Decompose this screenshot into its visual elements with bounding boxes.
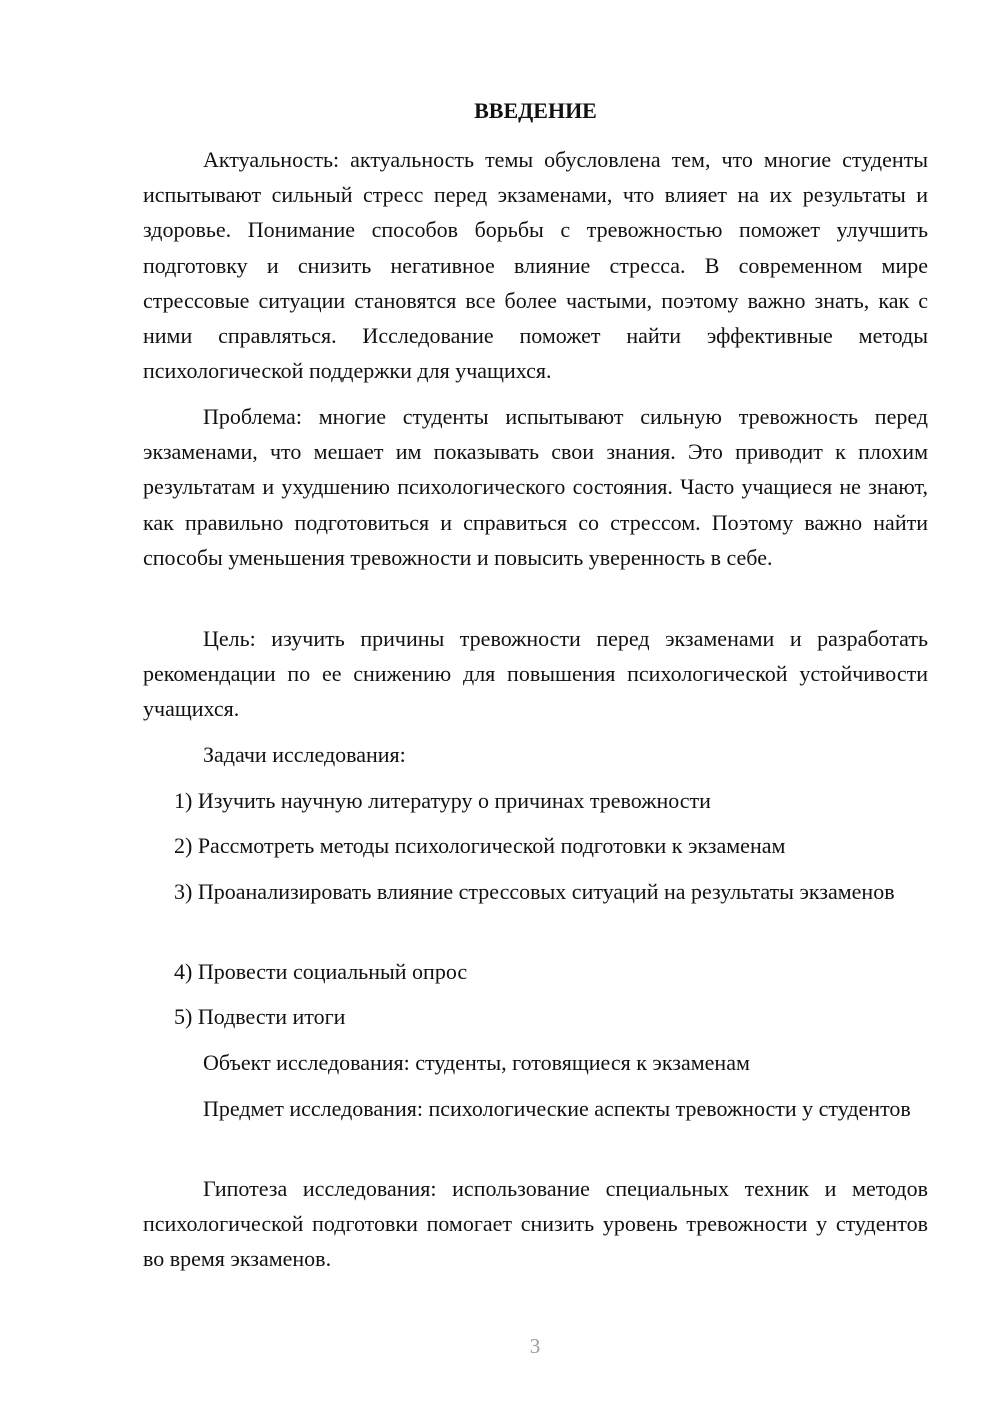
page-title: ВВЕДЕНИЕ [474,98,597,123]
task-item-2: 2) Рассмотреть методы психологической подготовки к экзаменам [174,833,786,858]
problem-paragraph: Проблема: многие студенты испытывают сильную тревожность перед экзаменами, что мешает им показывать свои знания. Это приводит к плохим результатам и ухудшению психологического состояния. Часто учащиеся не знают, как правильно подготовиться и справиться со стрессом. Поэтому важно найти способы уменьшения тревожности и повысить уверенность в себе. [143,404,928,570]
task-item-5: 5) Подвести итоги [174,1004,346,1029]
relevance-paragraph: Актуальность: актуальность темы обусловлена тем, что многие студенты испытывают сильный стресс перед экзаменами, что влияет на их результаты и здоровье. Понимание способов борьбы с тревожностью поможет улучшить подготовку и снизить негативное влияние стресса. В современном мире стрессовые ситуации становятся все более частыми, поэтому важно знать, как с ними справляться. Исследование поможет найти эффективные методы психологической поддержки для учащихся. [143,147,928,384]
task-item-4: 4) Провести социальный опрос [174,959,468,984]
page-number: 3 [529,1334,541,1358]
task-item-3: 3) Проанализировать влияние стрессовых ситуаций на результаты экзаменов [174,879,895,904]
tasks-heading: Задачи исследования: [203,742,406,767]
hypothesis-paragraph: Гипотеза исследования: использование специальных техник и методов психологической подготовки помогает снизить уровень тревожности у студентов во время экзаменов. [143,1176,928,1272]
subject-paragraph: Предмет исследования: психологические аспекты тревожности у студентов [203,1096,911,1121]
task-item-1: 1) Изучить научную литературу о причинах тревожности [174,788,711,813]
object-paragraph: Объект исследования: студенты, готовящиеся к экзаменам [203,1050,750,1075]
goal-paragraph: Цель: изучить причины тревожности перед экзаменами и разработать рекомендации по ее снижению для повышения психологической устойчивости учащихся. [143,626,928,722]
